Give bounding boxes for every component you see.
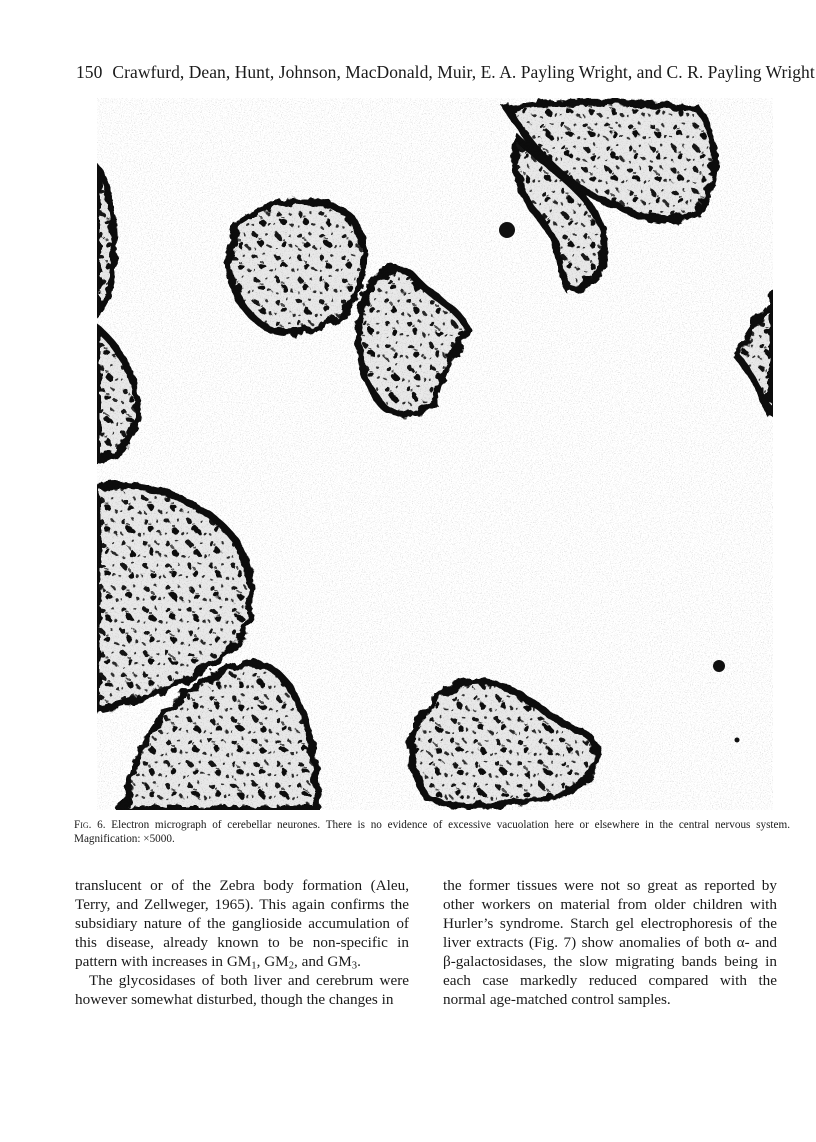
micrograph-image bbox=[97, 98, 773, 810]
right-paragraph-1: the former tissues were not so great as reported by other workers on material from older children with Hurler’s syndrome. Starch gel electrophoresis of the liver extracts (Fig. 7) show anomalies of both α- and β-galactosidases, the slow migrating bands being in each case markedly reduced compared with the normal age-matched control samples. bbox=[443, 877, 777, 1008]
figure-caption bbox=[74, 818, 790, 846]
figure-label: Fig. 6. bbox=[74, 819, 106, 831]
left-p1-sep1: , GM bbox=[256, 953, 289, 970]
left-paragraph-1 bbox=[75, 876, 409, 971]
body-column-right bbox=[443, 876, 777, 1009]
gm1-subscript: 1 bbox=[251, 960, 257, 972]
gm2-subscript: 2 bbox=[288, 960, 294, 972]
header-authors: Crawfurd, Dean, Hunt, Johnson, MacDonald, Muir, E. A. Payling Wright, and C. R. Payling Wright bbox=[112, 62, 815, 82]
left-p1-sep2: , and GM bbox=[294, 953, 352, 970]
left-p1-end: . bbox=[357, 953, 361, 970]
left-paragraph-2: The glycosidases of both liver and cerebrum were however somewhat disturbed, though the changes in bbox=[75, 972, 409, 1008]
left-p1-text: translucent or of the Zebra body formation (Aleu, Terry, and Zellweger, 1965). This again confirms the subsidiary nature of the ganglioside accumulation of this disease, already known to be non-specific in pattern with increases in GM bbox=[75, 877, 409, 970]
electron-micrograph-figure bbox=[97, 98, 773, 810]
running-header bbox=[76, 62, 815, 83]
page-number: 150 bbox=[76, 62, 103, 82]
body-column-left bbox=[75, 876, 409, 1009]
figure-caption-text: Electron micrograph of cerebellar neurones. There is no evidence of excessive vacuolation here or elsewhere in the central nervous system. Magnification: ×5000. bbox=[74, 819, 790, 845]
gm3-subscript: 3 bbox=[351, 960, 358, 972]
